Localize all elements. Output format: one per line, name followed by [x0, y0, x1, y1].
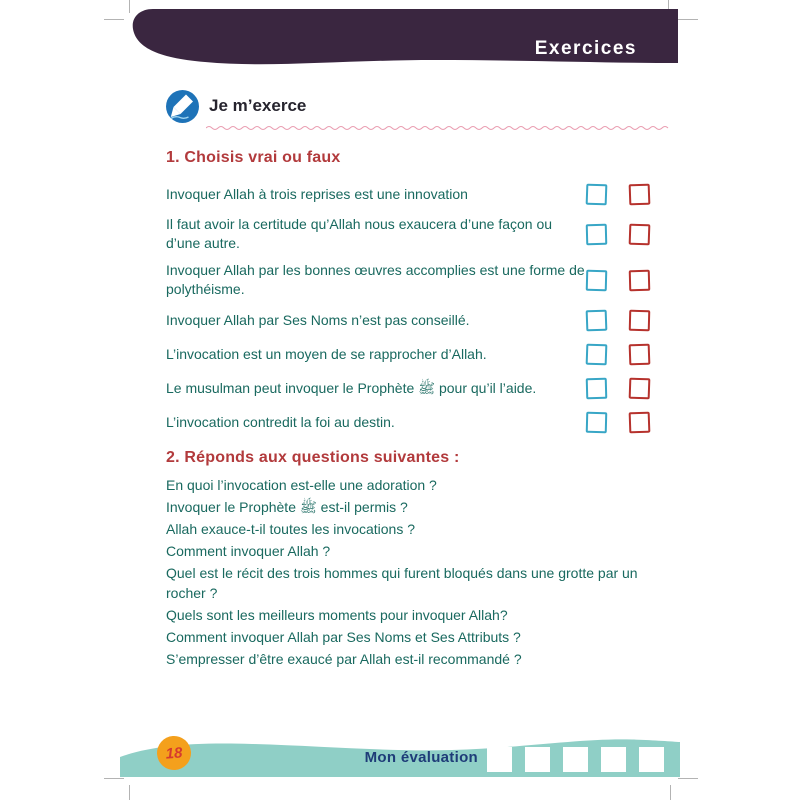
section1-heading: 1. Choisis vrai ou faux	[166, 149, 341, 166]
pencil-icon	[166, 90, 199, 123]
statement-text: Le musulman peut invoquer le Prophète ﷺ pour qu’il l’aide.	[166, 379, 537, 396]
squiggle-path	[206, 127, 668, 130]
vrai-checkbox[interactable]	[586, 343, 608, 365]
answer-boxes	[586, 224, 650, 245]
answer-boxes	[586, 412, 650, 433]
question-text: Comment invoquer Allah ?	[166, 543, 331, 559]
vrai-checkbox[interactable]	[586, 269, 608, 291]
faux-checkbox[interactable]	[629, 269, 651, 291]
answer-boxes	[586, 270, 650, 291]
answer-boxes	[586, 184, 650, 205]
squiggle-divider	[206, 124, 672, 132]
faux-checkbox[interactable]	[629, 183, 651, 205]
question-text: Quel est le récit des trois hommes qui furent bloqués dans une grotte par un rocher ?	[166, 565, 638, 601]
page-header-title: Exercices	[534, 38, 637, 59]
statement-text: Invoquer Allah à trois reprises est une innovation	[166, 185, 468, 202]
answer-boxes	[586, 344, 650, 365]
page-content	[166, 88, 672, 671]
questions-list	[166, 475, 672, 669]
faux-checkbox[interactable]	[629, 309, 651, 331]
faux-checkbox[interactable]	[629, 411, 651, 433]
vrai-checkbox[interactable]	[586, 377, 608, 399]
vrai-checkbox[interactable]	[586, 309, 608, 331]
footer-band	[0, 738, 800, 800]
statement-text: L’invocation est un moyen de se rapprocher d’Allah.	[166, 345, 487, 362]
evaluation-boxes	[487, 747, 664, 772]
section2-heading: 2. Réponds aux questions suivantes :	[166, 449, 460, 466]
statement-row	[166, 261, 672, 299]
statements-list	[166, 181, 672, 435]
question-text: S’empresser d’être exaucé par Allah est-il recommandé ?	[166, 651, 522, 667]
evaluation-box[interactable]	[525, 747, 550, 772]
statement-text: Il faut avoir la certitude qu’Allah nous exaucera d’une façon ou d’une autre.	[166, 216, 553, 251]
exercise-title: Je m’exerce	[209, 96, 307, 115]
answer-boxes	[586, 310, 650, 331]
exercise-header	[166, 88, 672, 124]
evaluation-box[interactable]	[601, 747, 626, 772]
question-text: Quels sont les meilleurs moments pour invoquer Allah?	[166, 607, 508, 623]
evaluation-label: Mon évaluation	[364, 749, 478, 766]
statement-row	[166, 375, 672, 401]
statement-text: Invoquer Allah par Ses Noms n’est pas conseillé.	[166, 311, 470, 328]
faux-checkbox[interactable]	[629, 343, 651, 365]
evaluation-box[interactable]	[563, 747, 588, 772]
faux-checkbox[interactable]	[629, 377, 651, 399]
vrai-checkbox[interactable]	[586, 411, 608, 433]
statement-row	[166, 215, 672, 253]
page-number: 18	[165, 743, 183, 763]
statement-row	[166, 341, 672, 367]
statement-text: L’invocation contredit la foi au destin.	[166, 413, 395, 430]
statement-row	[166, 307, 672, 333]
statement-text: Invoquer Allah par les bonnes œuvres accomplies est une forme de polythéisme.	[166, 262, 585, 297]
evaluation-box[interactable]	[487, 747, 512, 772]
vrai-checkbox[interactable]	[586, 183, 608, 205]
question-text: Invoquer le Prophète ﷺ est-il permis ?	[166, 499, 408, 515]
question-text: Comment invoquer Allah par Ses Noms et Ses Attributs ?	[166, 629, 521, 645]
statement-row	[166, 409, 672, 435]
answer-boxes	[586, 378, 650, 399]
vrai-checkbox[interactable]	[586, 223, 608, 245]
statement-row	[166, 181, 672, 207]
question-text: En quoi l’invocation est-elle une adoration ?	[166, 477, 437, 493]
question-text: Allah exauce-t-il toutes les invocations ?	[166, 521, 416, 537]
faux-checkbox[interactable]	[629, 223, 651, 245]
evaluation-box[interactable]	[639, 747, 664, 772]
